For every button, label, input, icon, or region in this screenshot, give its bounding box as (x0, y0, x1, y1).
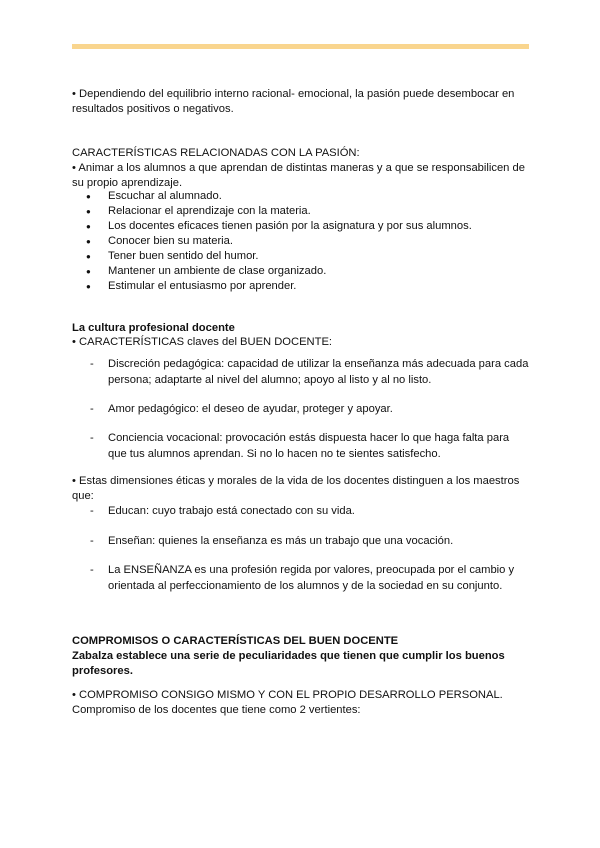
commitments-lead: • COMPROMISO CONSIGO MISMO Y CON EL PROPIO DESARROLLO PERSONAL. (72, 689, 503, 701)
culture-item: - Conciencia vocacional: provocación estás dispuesta hacer lo que haga falta para que tus alumnos aprendan. Si no lo hacen no te sientes satisfecho. (90, 432, 510, 460)
culture-item: - Discreción pedagógica: capacidad de utilizar la enseñanza más adecuada para cada persona; adaptarte al nivel del alumno; apoyo al listo y al no listo. (90, 358, 529, 386)
header-accent-bar (72, 44, 529, 49)
commitments-text: Compromiso de los docentes que tiene como 2 vertientes: (72, 704, 361, 716)
intro-paragraph: • Dependiendo del equilibrio interno racional- emocional, la pasión puede desembocar en resultados positivos o negativos. (72, 88, 515, 115)
dimension-item: - Educan: cuyo trabajo está conectado con su vida. (90, 505, 355, 517)
passion-list (86, 189, 472, 294)
dimension-item: - La ENSEÑANZA es una profesión regida por valores, preocupada por el cambio y orientada al perfeccionamiento de los alumnos y de la sociedad en su conjunto. (90, 564, 515, 592)
list-item: ● Escuchar al alumnado. (86, 189, 472, 204)
commitments-title: COMPROMISOS O CARACTERÍSTICAS DEL BUEN DOCENTE (72, 635, 399, 647)
culture-lead: • CARACTERÍSTICAS claves del BUEN DOCENTE: (72, 336, 333, 348)
passion-lead: • Animar a los alumnos a que aprendan de distintas maneras y a que se responsabilicen de su propio aprendizaje. (72, 162, 525, 189)
dimensions-lead: • Estas dimensiones éticas y morales de la vida de los docentes distinguen a los maestros que: (72, 475, 520, 502)
culture-item: - Amor pedagógico: el deseo de ayudar, proteger y apoyar. (90, 403, 393, 415)
list-item: ● Los docentes eficaces tienen pasión por la asignatura y por sus alumnos. (86, 219, 472, 234)
commitments-subtitle: Zabalza establece una serie de peculiaridades que tienen que cumplir los buenos profesores. (72, 650, 505, 677)
list-item: ● Conocer bien su materia. (86, 234, 472, 249)
list-item: ● Estimular el entusiasmo por aprender. (86, 279, 472, 294)
list-item: ● Relacionar el aprendizaje con la materia. (86, 204, 472, 219)
passion-heading: CARACTERÍSTICAS RELACIONADAS CON LA PASIÓN: (72, 147, 360, 159)
culture-title: La cultura profesional docente (72, 322, 235, 334)
dimension-item: - Enseñan: quienes la enseñanza es más un trabajo que una vocación. (90, 535, 454, 547)
list-item: ● Mantener un ambiente de clase organizado. (86, 264, 472, 279)
list-item: ● Tener buen sentido del humor. (86, 249, 472, 264)
